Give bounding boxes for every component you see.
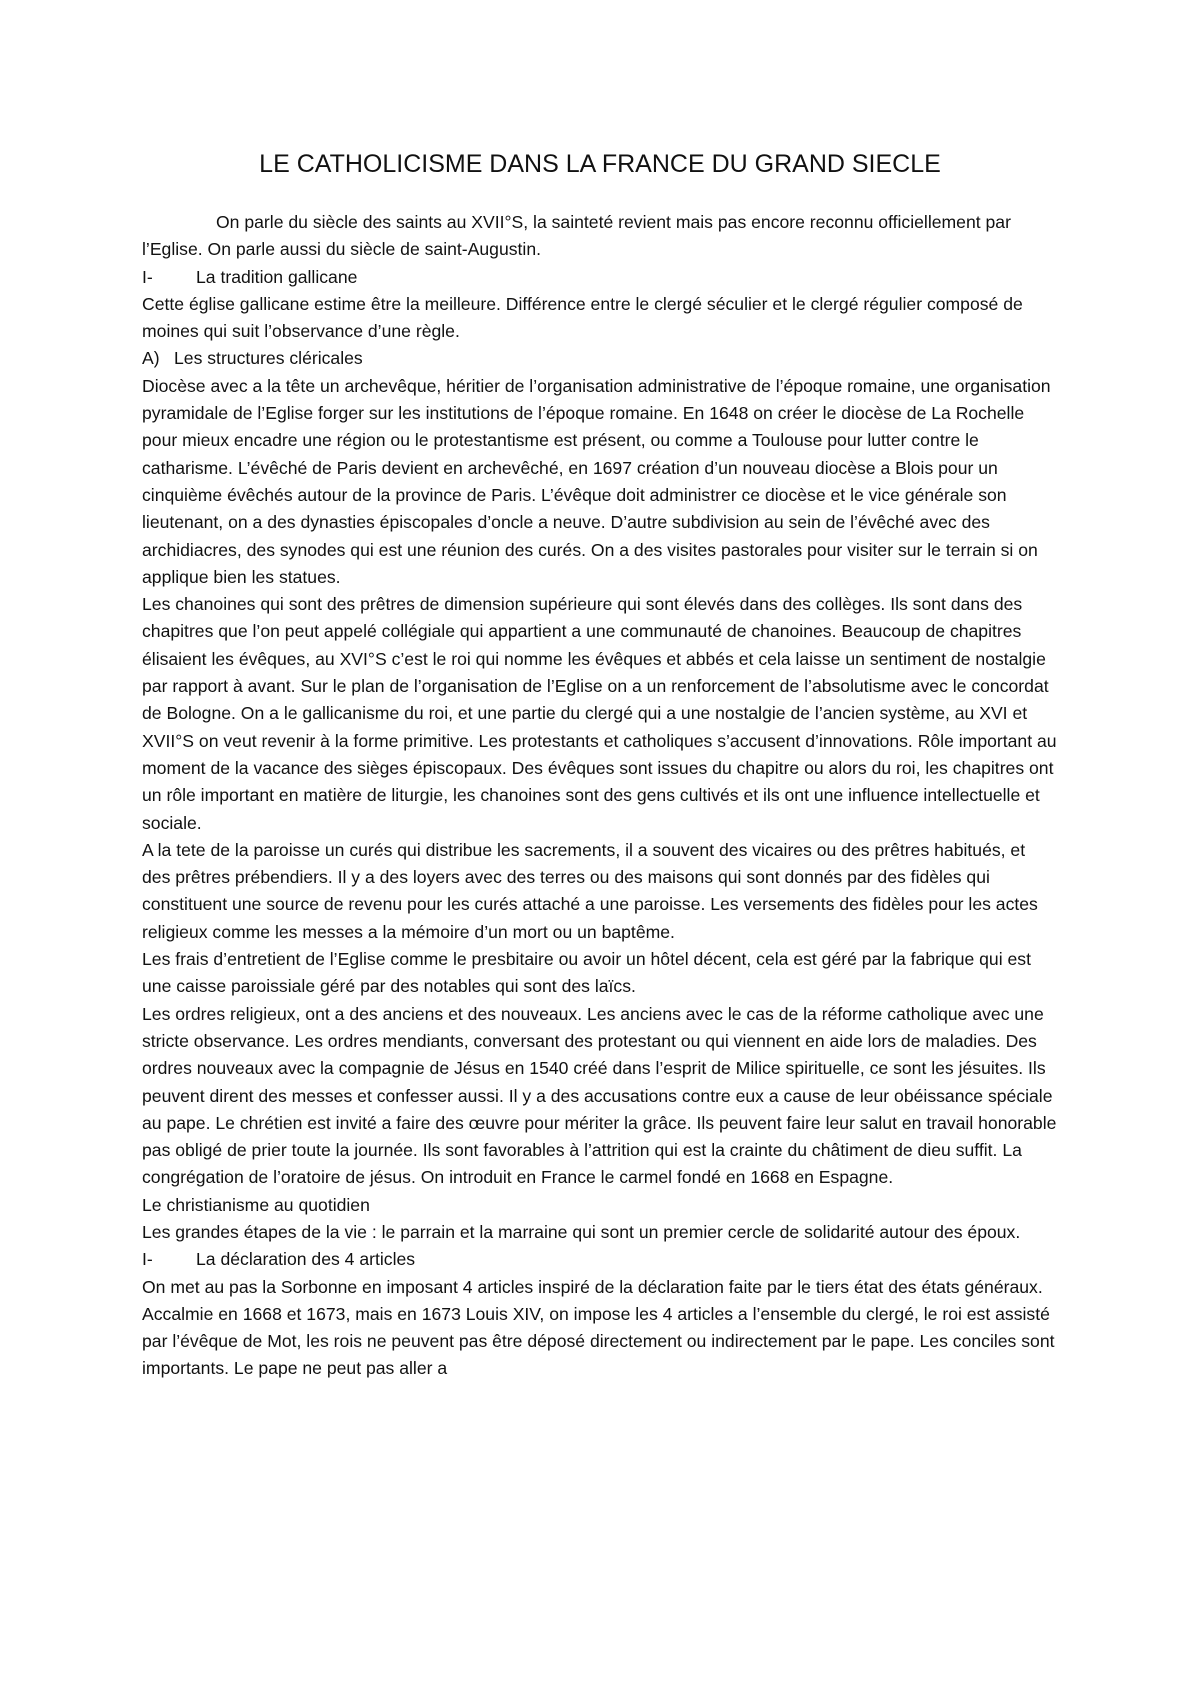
section-heading-structures — [142, 345, 1058, 372]
section-label: La déclaration des 4 articles — [196, 1249, 416, 1270]
section-heading-gallicane — [142, 264, 1058, 291]
section-marker: I- — [142, 266, 153, 287]
section-label: La tradition gallicane — [196, 266, 358, 287]
document-title: LE CATHOLICISME DANS LA FRANCE DU GRAND SIECLE — [259, 150, 941, 178]
intro-paragraph: On parle du siècle des saints au XVII°S, la sainteté revient mais pas encore reconnu officiellement par l’Eglise. On parle aussi du siècle de saint-Augustin. — [142, 212, 1011, 260]
section-heading-quotidien: Le christianisme au quotidien — [142, 1194, 370, 1215]
paragraph-paroisse: A la tete de la paroisse un curés qui distribue les sacrements, il a souvent des vicaires ou des prêtres habitués, et des prêtres prébendiers. Il y a des loyers avec des terres ou des maisons qui sont donnés par des fidèles qui constituent une source de revenu pour les curés attaché a une paroisse. Les versements des fidèles pour les actes religieux comme les messes a la mémoire d’un mort ou un baptême. — [142, 839, 1038, 942]
section-heading-declaration — [142, 1246, 1058, 1273]
document-body — [142, 209, 1058, 1383]
paragraph-gallicane: Cette église gallicane estime être la meilleure. Différence entre le clergé séculier et le clergé régulier composé de moines qui suit l’observance d’une règle. — [142, 293, 1023, 342]
section-marker: A) — [142, 348, 160, 369]
paragraph-chanoines: Les chanoines qui sont des prêtres de dimension supérieure qui sont élevés dans des collèges. Ils sont dans des chapitres que l’on peut appelé collégiale qui appartient a une communauté de chanoines. Beaucoup de chapitres élisaient les évêques, au XVI°S c’est le roi qui nomme les évêques et abbés et cela laisse un sentiment de nostalgie par rapport à avant. Sur le plan de l’organisation de l’Eglise on a un renforcement de l’absolutisme avec le concordat de Bologne. On a le gallicanisme du roi, et une partie du clergé qui a une nostalgie de l’ancien système, au XVI et XVII°S on veut revenir à la forme primitive. Les protestants et catholiques s’accusent d’innovations. Rôle important au moment de la vacance des sièges épiscopaux. Des évêques sont issues du chapitre ou alors du roi, les chapitres ont un rôle important en matière de liturgie, les chanoines sont des gens cultivés et ils ont une influence intellectuelle et sociale. — [142, 594, 1057, 833]
paragraph-frais: Les frais d’entretient de l’Eglise comme le presbitaire ou avoir un hôtel décent, cela est géré par la fabrique qui est une caisse paroissiale géré par des notables qui sont des laïcs. — [142, 949, 1031, 997]
paragraph-diocese: Diocèse avec a la tête un archevêque, héritier de l’organisation administrative de l’époque romaine, une organisation pyramidale de l’Eglise forger sur les institutions de l’époque romaine. En 1648 on créer le diocèse de La Rochelle pour mieux encadre une région ou le protestantisme est présent, ou comme a Toulouse pour lutter contre le catharisme. L’évêché de Paris devient en archevêché, en 1697 création d’un nouveau diocèse a Blois pour un cinquième évêchés autour de la province de Paris. L’évêque doit administrer ce diocèse et le vice générale son lieutenant, on a des dynasties épiscopales d’oncle a neuve. D’autre subdivision au sein de l’évêché avec des archidiacres, des synodes qui est une réunion des curés. On a des visites pastorales pour visiter sur le terrain si on applique bien les statues. — [142, 375, 1051, 587]
paragraph-articles: On met au pas la Sorbonne en imposant 4 articles inspiré de la déclaration faite par le tiers état des états généraux. Accalmie en 1668 et 1673, mais en 1673 Louis XIV, on impose les 4 articles a l’ensemble du clergé, le roi est assisté par l’évêque de Mot, les rois ne peuvent pas être déposé directement ou indirectement par le pape. Les conciles sont importants. Le pape ne peut pas aller a — [142, 1276, 1055, 1379]
paragraph-etapes: Les grandes étapes de la vie : le parrain et la marraine qui sont un premier cercle de solidarité autour des époux. — [142, 1221, 1021, 1242]
paragraph-ordres: Les ordres religieux, ont a des anciens et des nouveaux. Les anciens avec le cas de la réforme catholique avec une stricte observance. Les ordres mendiants, conversant des protestant ou qui viennent en aide lors de maladies. Des ordres nouveaux avec la compagnie de Jésus en 1540 créé dans l’esprit de Milice spirituelle, ce sont les jésuites. Ils peuvent dirent des messes et confesser aussi. Il y a des accusations contre eux a cause de leur obéissance spéciale au pape. Le chrétien est invité a faire des œuvre pour mériter la grâce. Ils peuvent faire leur salut en travail honorable pas obligé de prier toute la journée. Ils sont favorables à l’attrition qui est la crainte du châtiment de dieu suffit. La congrégation de l’oratoire de jésus. On introduit en France le carmel fondé en 1668 en Espagne. — [142, 1003, 1057, 1188]
section-marker: I- — [142, 1249, 153, 1270]
section-label: Les structures cléricales — [174, 348, 363, 369]
